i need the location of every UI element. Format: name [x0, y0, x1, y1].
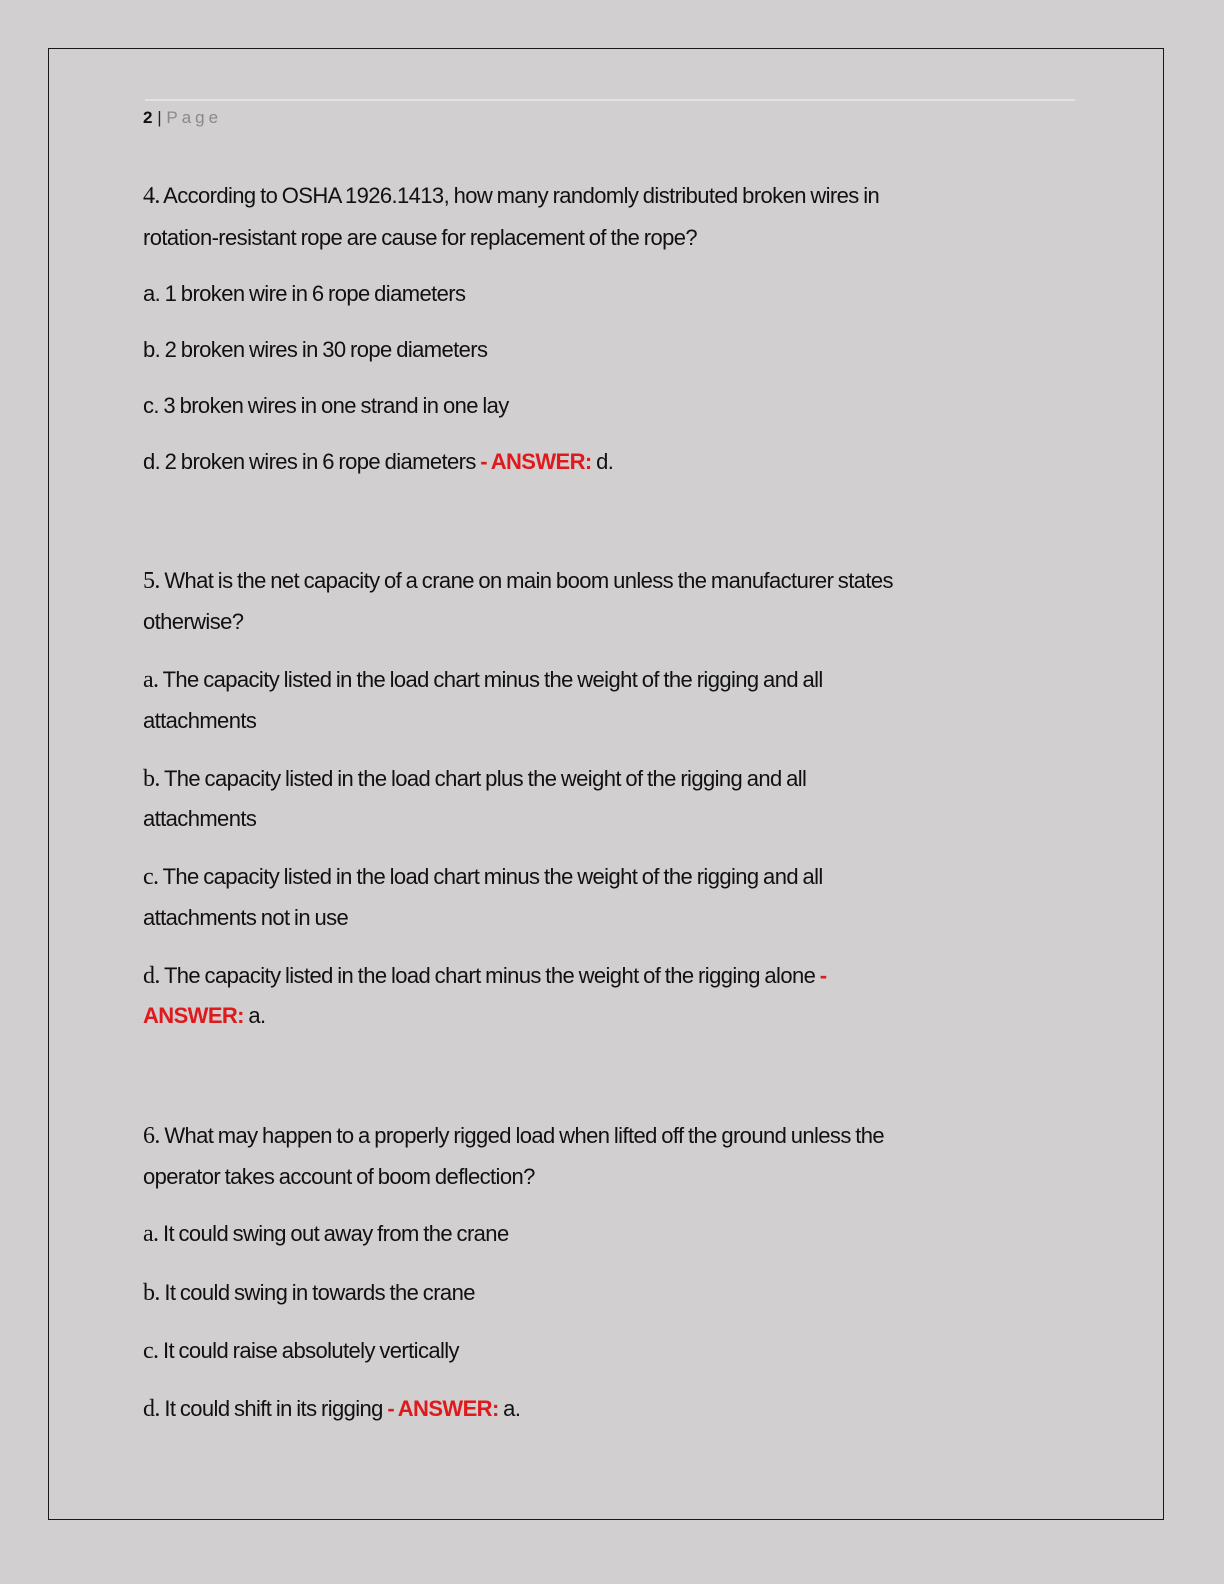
option-letter: b. [143, 766, 160, 792]
answer-value: a. [498, 1396, 521, 1421]
question-4-option-c: c. 3 broken wires in one strand in one lay [143, 393, 509, 418]
question-4-option-b: b. 2 broken wires in 30 rope diameters [143, 337, 488, 362]
answer-dash: - [815, 963, 827, 988]
option-text: The capacity listed in the load chart plus the weight of the rigging and all [163, 766, 807, 791]
option-text: It could swing in towards the crane [164, 1280, 475, 1305]
question-text-line1: What is the net capacity of a crane on main boom unless the manufacturer states [164, 568, 893, 593]
question-6-text-cont: operator takes account of boom deflection? [143, 1164, 535, 1189]
answer-value: d. [591, 449, 614, 474]
question-4-text-cont: rotation-resistant rope are cause for replacement of the rope? [143, 225, 698, 250]
answer-label: - ANSWER: [475, 449, 592, 474]
question-5-answer [143, 1002, 1043, 1029]
option-text: The capacity listed in the load chart minus the weight of the rigging alone [163, 963, 816, 988]
header-divider [145, 99, 1075, 101]
question-6-option-a [143, 1220, 1043, 1248]
option-text: The capacity listed in the load chart minus the weight of the rigging and all [162, 667, 823, 692]
option-letter: c. [143, 1338, 159, 1364]
option-text: It could swing out away from the crane [162, 1221, 509, 1246]
question-text-line1: According to OSHA 1926.1413, how many randomly distributed broken wires in [163, 183, 880, 208]
page-number: 2 [143, 108, 153, 127]
option-text: It could raise absolutely vertically [162, 1338, 459, 1363]
question-6-option-c [143, 1337, 1043, 1365]
option-text: It could shift in its rigging [164, 1396, 383, 1421]
answer-label: ANSWER: [143, 1003, 244, 1028]
option-letter: b. [143, 1280, 160, 1306]
question-5-option-b [143, 765, 1043, 793]
option-letter: d. [143, 1396, 160, 1422]
option-letter: c. [143, 864, 159, 890]
question-number: 4. [143, 183, 160, 209]
question-5-option-c-cont: attachments not in use [143, 905, 349, 930]
question-5-option-c [143, 863, 1043, 891]
answer-label: - ANSWER: [382, 1396, 499, 1421]
page-header [143, 107, 222, 129]
option-letter: d. [143, 963, 160, 989]
question-number: 6. [143, 1123, 160, 1149]
question-number: 5. [143, 568, 160, 594]
question-4-option-a: a. 1 broken wire in 6 rope diameters [143, 281, 466, 306]
page-label: Page [166, 108, 223, 127]
option-letter: a. [143, 1221, 159, 1247]
question-5-option-d [143, 962, 1043, 990]
answer-value: a. [243, 1003, 266, 1028]
question-6-option-d [143, 1395, 1043, 1423]
question-6-option-b [143, 1279, 1043, 1307]
option-text: d. 2 broken wires in 6 rope diameters [143, 449, 476, 474]
question-5-option-a-cont: attachments [143, 708, 257, 733]
page-header-separator: | [157, 108, 162, 127]
question-4-text [143, 182, 1043, 210]
question-5-text [143, 567, 1043, 595]
question-text-line1: What may happen to a properly rigged load when lifted off the ground unless the [164, 1123, 885, 1148]
question-5-text-cont: otherwise? [143, 609, 244, 634]
question-5-option-a [143, 666, 1043, 694]
question-4-option-d [143, 448, 1043, 475]
option-letter: a. [143, 667, 159, 693]
question-6-text [143, 1122, 1043, 1150]
option-text: The capacity listed in the load chart minus the weight of the rigging and all [162, 864, 823, 889]
question-5-option-b-cont: attachments [143, 806, 257, 831]
